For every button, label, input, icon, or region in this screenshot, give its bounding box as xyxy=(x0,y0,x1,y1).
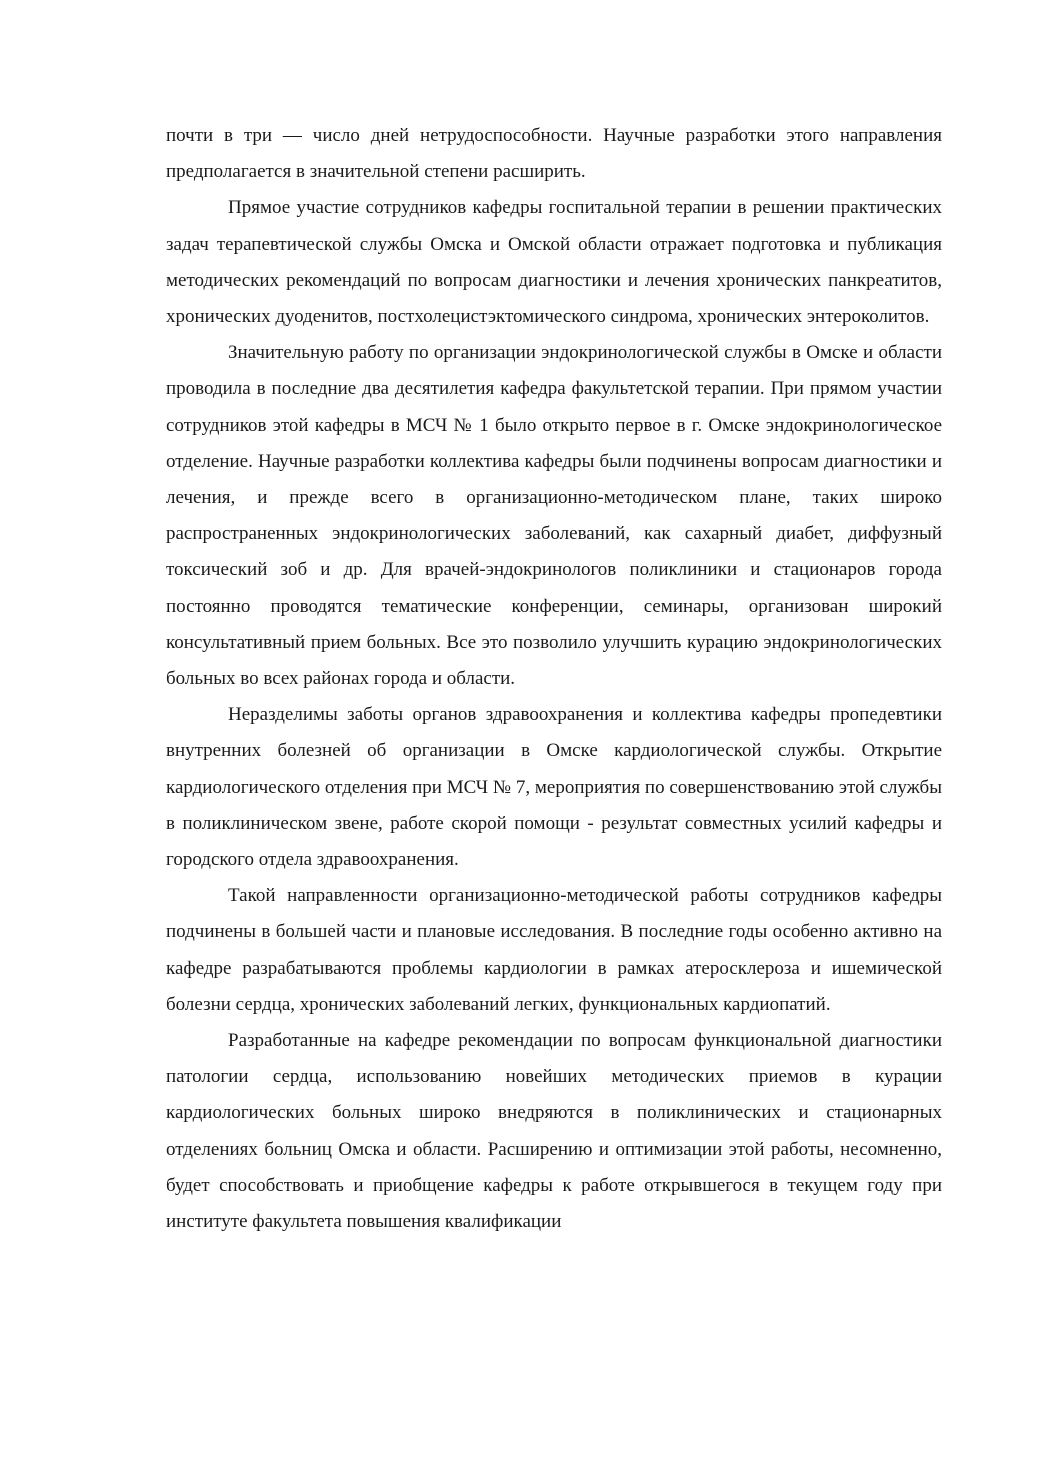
paragraph-planned-research: Такой направленности организационно-методической работы сотрудников кафедры подчинены в большей части и плановые исследования. В последние годы особенно активно на кафедре разрабатываются проблемы кардиологии в рамках атеросклероза и ишемической болезни сердца, хронических заболеваний легких, функциональных кардиопатий. xyxy=(166,885,942,1015)
paragraph-hospital-therapy: Прямое участие сотрудников кафедры госпитальной терапии в решении практических задач терапевтической службы Омска и Омской области отражает подготовка и публикация методических рекомендаций по вопросам диагностики и лечения хронических панкреатитов, хронических дуоденитов, постхолецистэктомического синдрома, хронических энтероколитов. xyxy=(166,197,942,328)
paragraph-recommendations: Разработанные на кафедре рекомендации по вопросам функциональной диагностики патологии сердца, использованию новейших методических приемов в курации кардиологических больных широко внедряются в поликлинических и стационарных отделениях больниц Омска и области. Расширению и оптимизации этой работы, несомненно, будет способствовать и приобщение кафедры к работе открывшегося в текущем году при институте факультета повышения квалификации xyxy=(166,1030,942,1233)
paragraph-cardiology-service: Неразделимы заботы органов здравоохранения и коллектива кафедры пропедевтики внутренних болезней об организации в Омске кардиологической службы. Открытие кардиологического отделения при МСЧ № 7, мероприятия по совершенствованию этой службы в поликлиническом звене, работе скорой помощи - результат совместных усилий кафедры и городского отдела здравоохранения. xyxy=(166,704,942,871)
paragraph-continuation: почти в три — число дней нетрудоспособности. Научные разработки этого направления предполагается в значительной степени расширить. xyxy=(166,125,942,183)
body-text xyxy=(166,118,942,1240)
paragraph-endocrinology: Значительную работу по организации эндокринологической службы в Омске и области проводила в последние два десятилетия кафедра факультетской терапии. При прямом участии сотрудников этой кафедры в МСЧ № 1 было открыто первое в г. Омске эндокринологическое отделение. Научные разработки коллектива кафедры были подчинены вопросам диагностики и лечения, и прежде всего в организационно-методическом плане, таких широко распространенных эндокринологических заболеваний, как сахарный диабет, диффузный токсический зоб и др. Для врачей-эндокринологов поликлиники и стационаров города постоянно проводятся тематические конференции, семинары, организован широкий консультативный прием больных. Все это позволило улучшить курацию эндокринологических больных во всех районах города и области. xyxy=(166,342,942,690)
